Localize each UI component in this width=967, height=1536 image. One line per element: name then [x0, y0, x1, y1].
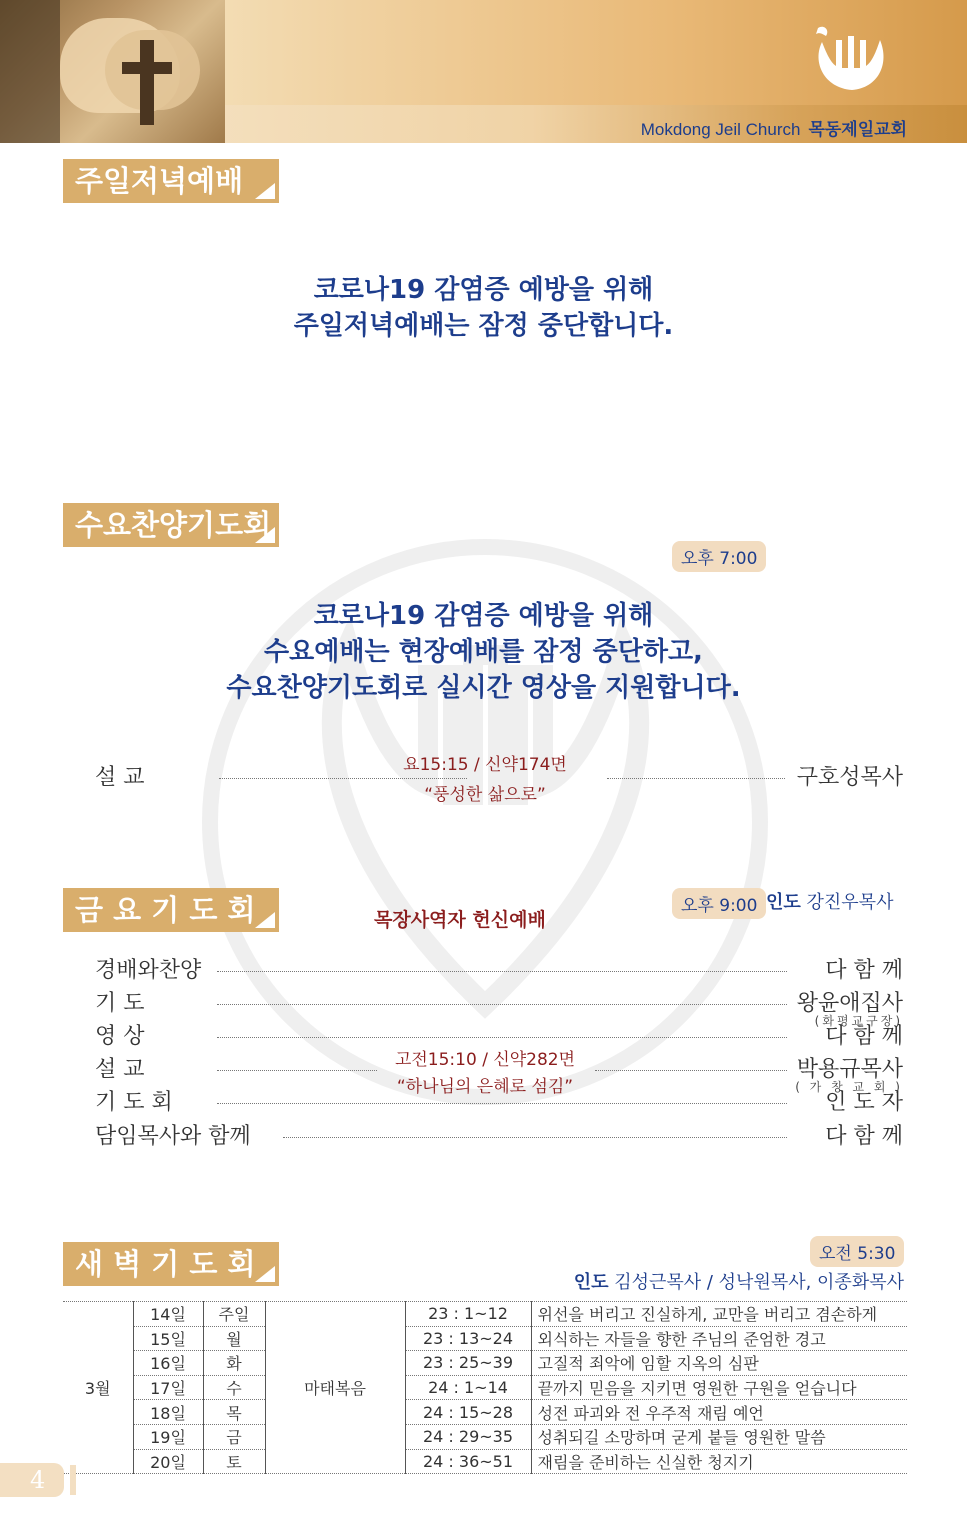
- passage-cell: 24 : 36~51: [405, 1449, 531, 1474]
- section-title-friday: [63, 888, 279, 932]
- friday-program-row: [95, 1119, 903, 1149]
- sermon-title: “하나님의 은혜로 섬김”: [396, 1077, 574, 1097]
- church-name-ko: 목동제일교회: [808, 120, 907, 139]
- wednesday-scripture: [367, 750, 603, 805]
- topic-cell: 위선을 버리고 진실하게, 교만을 버리고 겸손하게: [531, 1302, 907, 1327]
- program-speaker: 구호성목사: [796, 765, 903, 790]
- program-label: 설 교: [95, 765, 145, 790]
- wednesday-notice: [0, 598, 967, 706]
- friday-leader: [766, 888, 893, 914]
- dawn-time: 오전 5:30: [810, 1236, 904, 1267]
- date-cell: 20일: [133, 1449, 203, 1474]
- day-cell: 금: [203, 1424, 265, 1449]
- friday-subtitle: 목장사역자 헌신예배: [374, 909, 546, 931]
- friday-program-row: [95, 953, 903, 983]
- section-title-wednesday: [63, 503, 279, 547]
- praying-hands-photo: [0, 0, 225, 143]
- passage-cell: 24 : 1~14: [405, 1375, 531, 1400]
- sunday-evening-notice: [0, 272, 967, 344]
- section-title-sunday-evening: [63, 159, 279, 203]
- passage-cell: 23 : 13~24: [405, 1326, 531, 1351]
- notice-line: 코로나19 감염증 예방을 위해: [313, 601, 654, 631]
- scripture-ref: 고전15:10 / 신약282면: [394, 1050, 576, 1070]
- passage-cell: 24 : 29~35: [405, 1424, 531, 1449]
- book-cell: 마태복음: [265, 1302, 405, 1474]
- leader-label: 인도: [573, 1272, 609, 1293]
- passage-cell: 24 : 15~28: [405, 1400, 531, 1425]
- program-speaker: 다 함 께: [825, 1124, 903, 1149]
- program-label: 기 도 회: [95, 1090, 173, 1115]
- day-cell: 월: [203, 1326, 265, 1351]
- leader-names: 김성근목사 / 성낙원목사, 이종화목사: [614, 1272, 904, 1293]
- dawn-leaders: [574, 1268, 904, 1294]
- date-cell: 15일: [133, 1326, 203, 1351]
- table-row: [63, 1400, 907, 1425]
- section-title-text: 새 벽 기 도 회: [75, 1247, 256, 1281]
- program-speaker: 인 도 자: [825, 1090, 903, 1115]
- day-cell: 화: [203, 1351, 265, 1376]
- church-name-en: Mokdong Jeil Church: [640, 120, 801, 139]
- leader-label: 인도: [766, 892, 801, 913]
- friday-time: 오후 9:00: [672, 888, 766, 919]
- date-cell: 19일: [133, 1424, 203, 1449]
- scripture-ref: 요15:15 / 신약174면: [403, 755, 567, 775]
- program-label: 기 도: [95, 991, 145, 1016]
- day-cell: 수: [203, 1375, 265, 1400]
- topic-cell: 성취되길 소망하며 굳게 붙들 영원한 말씀: [531, 1424, 907, 1449]
- table-row: [63, 1326, 907, 1351]
- day-cell: 목: [203, 1400, 265, 1425]
- program-speaker-note: (화평교구장): [814, 1014, 903, 1028]
- church-lyre-logo-icon: [812, 22, 890, 94]
- program-speaker-note: ( 가 창 교 회 ): [795, 1080, 903, 1094]
- program-label: 경배와찬양: [95, 958, 202, 983]
- passage-cell: 23 : 25~39: [405, 1351, 531, 1376]
- table-row: [63, 1351, 907, 1376]
- friday-program-row: [95, 986, 903, 1028]
- dawn-schedule-table: [63, 1301, 907, 1474]
- table-row: [63, 1302, 907, 1327]
- sermon-title: “풍성한 삶으로”: [424, 785, 546, 805]
- notice-line: 수요예배는 현장예배를 잠정 중단하고,: [264, 637, 703, 667]
- section-title-text: 금 요 기 도 회: [75, 893, 256, 927]
- date-cell: 18일: [133, 1400, 203, 1425]
- table-row: [63, 1424, 907, 1449]
- page-number-tick: [70, 1465, 76, 1495]
- table-row: [63, 1375, 907, 1400]
- month-cell: 3월: [63, 1302, 133, 1474]
- program-label: 설 교: [95, 1057, 145, 1082]
- topic-cell: 끝까지 믿음을 지키면 영원한 구원을 얻습니다: [531, 1375, 907, 1400]
- program-speaker: 다 함 께: [825, 958, 903, 983]
- program-label: 담임목사와 함께: [95, 1124, 251, 1149]
- topic-cell: 외식하는 자들을 향한 주님의 준엄한 경고: [531, 1326, 907, 1351]
- program-speaker: 왕윤애집사: [796, 991, 903, 1016]
- section-title-text: 수요찬양기도회: [75, 508, 272, 542]
- date-cell: 14일: [133, 1302, 203, 1327]
- notice-line: 수요찬양기도회로 실시간 영상을 지원합니다.: [226, 673, 741, 703]
- notice-line: 코로나19 감염증 예방을 위해: [313, 275, 654, 305]
- program-speaker: 박용규목사: [796, 1057, 903, 1082]
- page-number: 4: [0, 1463, 64, 1497]
- date-cell: 17일: [133, 1375, 203, 1400]
- leader-name: 강진우목사: [806, 892, 894, 913]
- passage-cell: 23 : 1~12: [405, 1302, 531, 1327]
- day-cell: 토: [203, 1449, 265, 1474]
- section-title-text: 주일저녁예배: [75, 164, 244, 198]
- wednesday-time: 오후 7:00: [672, 541, 766, 572]
- program-speaker: 다 함 께: [825, 1024, 903, 1049]
- notice-line: 주일저녁예배는 잠정 중단합니다.: [293, 311, 674, 341]
- topic-cell: 성전 파괴와 전 우주적 재림 예언: [531, 1400, 907, 1425]
- program-label: 영 상: [95, 1024, 145, 1049]
- date-cell: 16일: [133, 1351, 203, 1376]
- section-title-dawn: [63, 1242, 279, 1286]
- topic-cell: 고질적 죄악에 임할 지옥의 심판: [531, 1351, 907, 1376]
- church-name: [641, 115, 907, 140]
- day-cell: 주일: [203, 1302, 265, 1327]
- friday-scripture: [367, 1045, 603, 1097]
- topic-cell: 재림을 준비하는 신실한 청지기: [531, 1449, 907, 1474]
- table-row: [63, 1449, 907, 1474]
